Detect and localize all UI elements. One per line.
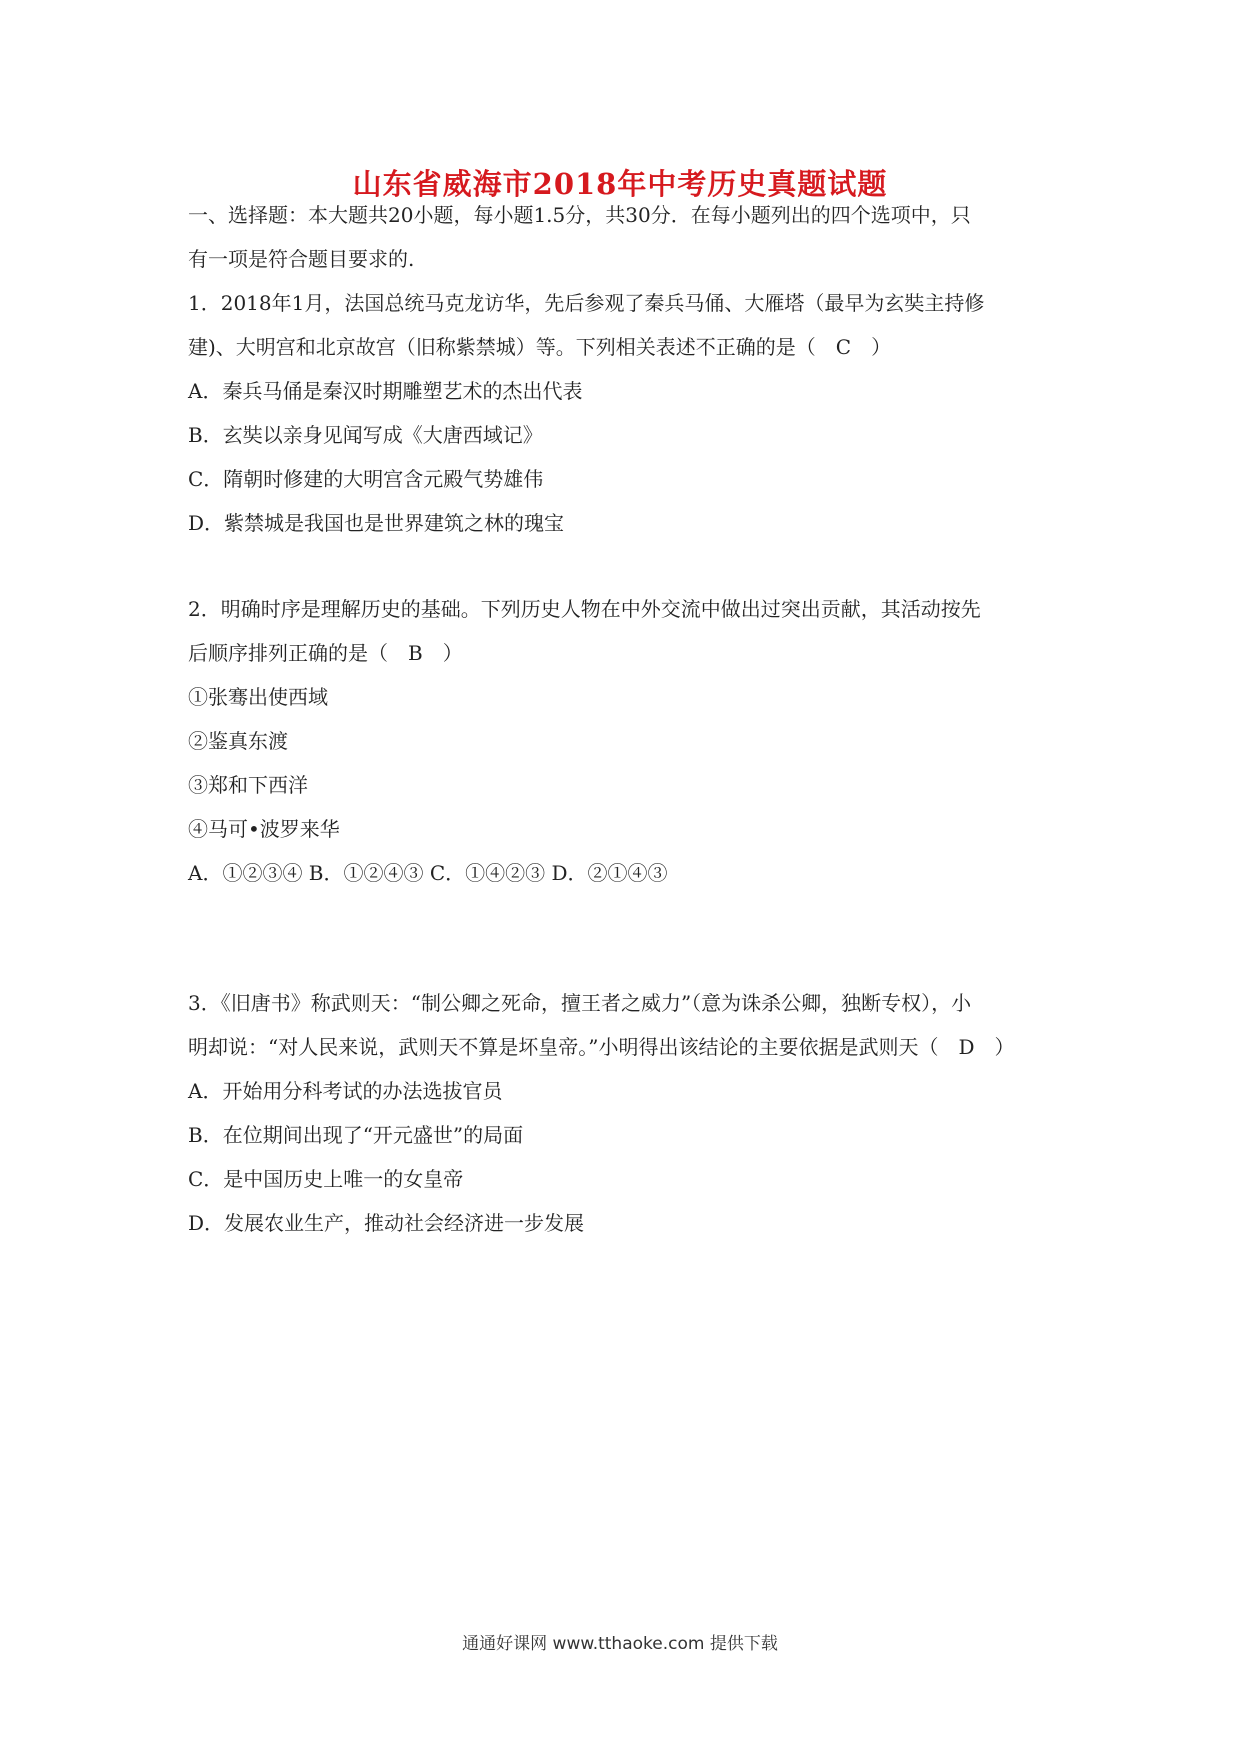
question-2-item-3: ③郑和下西洋 xyxy=(188,773,308,797)
section-intro-line-2: 有一项是符合题目要求的. xyxy=(188,247,415,271)
question-2-stem-line-2: 后顺序排列正确的是（ B ） xyxy=(188,641,463,665)
question-1-stem-line-2: 建)、大明宫和北京故宫（旧称紫禁城）等。下列相关表述不正确的是（ C ） xyxy=(188,335,892,359)
page-footer: 通通好课网 www.tthaoke.com 提供下载 xyxy=(462,1634,778,1654)
question-2-item-2: ②鉴真东渡 xyxy=(188,729,288,753)
question-3-stem-line-2: 明却说：“对人民来说，武则天不算是坏皇帝。”小明得出该结论的主要依据是武则天（ D ） xyxy=(188,1035,1015,1059)
page-title: 山东省威海市2018年中考历史真题试题 xyxy=(352,167,888,201)
question-3-option-d: D．发展农业生产，推动社会经济进一步发展 xyxy=(188,1211,585,1235)
question-1-stem-line-1: 1．2018年1月，法国总统马克龙访华，先后参观了秦兵马俑、大雁塔（最早为玄奘主持修 xyxy=(188,291,985,315)
question-1-option-c: C．隋朝时修建的大明宫含元殿气势雄伟 xyxy=(188,467,544,491)
question-2-item-4: ④马可•波罗来华 xyxy=(188,817,340,841)
question-3-stem-line-1: 3．《旧唐书》称武则天：“制公卿之死命，擅王者之威力”（意为诛杀公卿，独断专权），小 xyxy=(188,991,972,1015)
question-1-option-a: A．秦兵马俑是秦汉时期雕塑艺术的杰出代表 xyxy=(188,379,583,403)
question-2-item-1: ①张骞出使西域 xyxy=(188,685,328,709)
question-2-stem-line-1: 2．明确时序是理解历史的基础。下列历史人物在中外交流中做出过突出贡献，其活动按先 xyxy=(188,597,981,621)
question-3-option-c: C．是中国历史上唯一的女皇帝 xyxy=(188,1167,464,1191)
question-3-option-b: B．在位期间出现了“开元盛世”的局面 xyxy=(188,1123,524,1147)
section-intro-line-1: 一、选择题：本大题共20小题，每小题1.5分，共30分．在每小题列出的四个选项中，只 xyxy=(188,203,971,227)
question-2-options: A．①②③④ B．①②④③ C．①④②③ D．②①④③ xyxy=(188,861,668,885)
question-3-option-a: A．开始用分科考试的办法选拔官员 xyxy=(188,1079,503,1103)
question-1-option-d: D．紫禁城是我国也是世界建筑之林的瑰宝 xyxy=(188,511,565,535)
question-1-option-b: B．玄奘以亲身见闻写成《大唐西域记》 xyxy=(188,423,543,447)
